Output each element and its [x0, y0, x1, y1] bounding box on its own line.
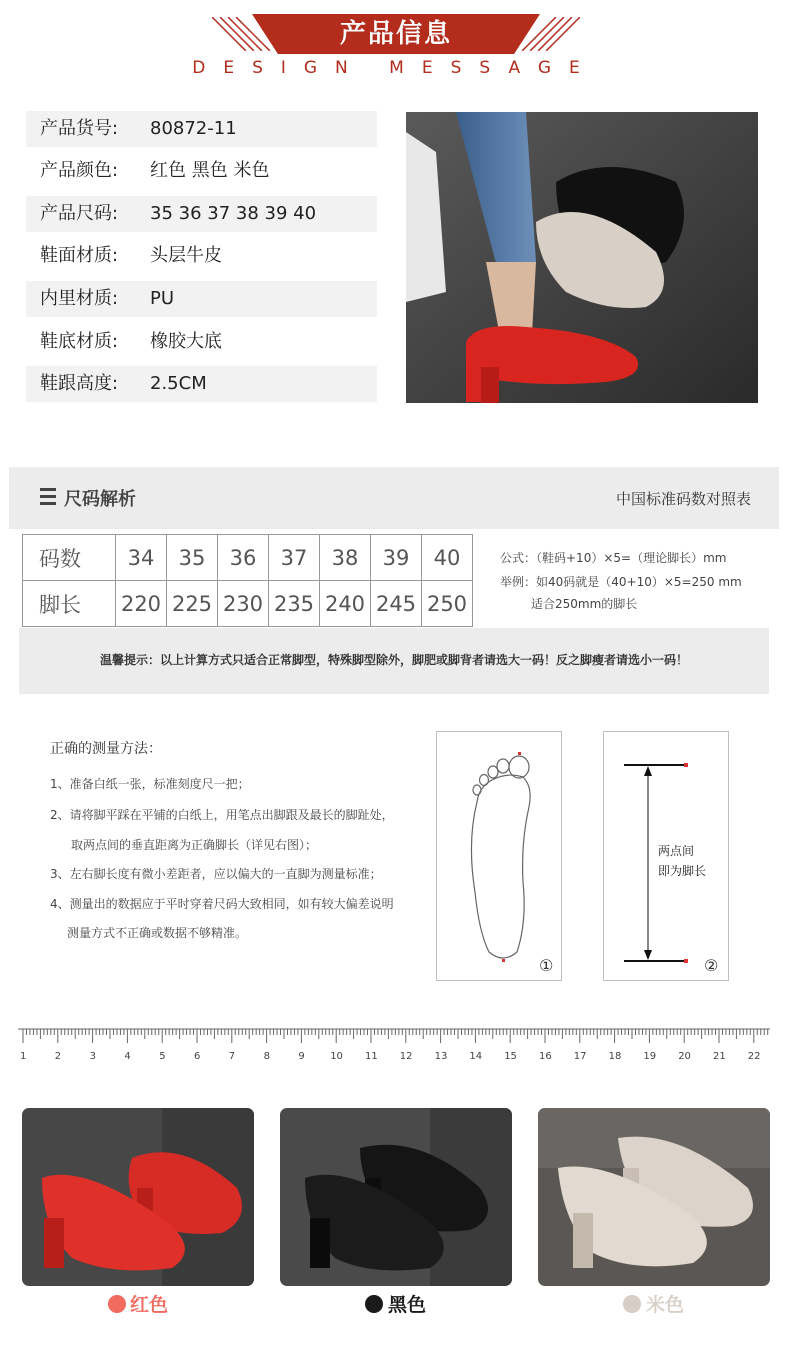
beige-color-label: 米色 — [646, 1294, 685, 1316]
size-cell: 37 — [269, 535, 320, 581]
ruler-number: 16 — [539, 1051, 552, 1062]
ruler-number: 9 — [298, 1051, 305, 1062]
menu-icon — [40, 488, 56, 509]
length-cell: 245 — [371, 581, 422, 627]
info-value: 红色 黑色 米色 — [150, 160, 270, 181]
figure-caption-line2: 即为脚长 — [658, 864, 707, 878]
info-value: PU — [150, 288, 175, 309]
info-value: 橡胶大底 — [150, 331, 222, 352]
size-row — [23, 535, 473, 581]
ruler-number: 14 — [469, 1051, 483, 1062]
measure-step: 3、左右脚长度有微小差距者，应以偏大的一直脚为测量标准； — [50, 867, 382, 881]
size-cell: 34 — [116, 535, 167, 581]
info-row-upper-material — [26, 238, 377, 274]
ruler-number: 17 — [573, 1051, 587, 1062]
measure-step: 取两点间的垂直距离为正确脚长（详见右图）； — [71, 838, 318, 852]
example-text: 举例：如40码就是（40+10）×5=250 mm — [500, 575, 742, 589]
beige-shoe-photo — [538, 1108, 770, 1286]
black-color-dot — [365, 1295, 383, 1313]
measure-step: 2、请将脚平踩在平铺的白纸上，用笔点出脚跟及最长的脚趾处， — [50, 808, 394, 822]
info-label: 鞋底材质: — [40, 331, 119, 352]
foot-outline-icon — [437, 732, 561, 980]
ruler-number: 10 — [330, 1051, 343, 1062]
ruler-number: 21 — [713, 1051, 726, 1062]
ruler-number: 6 — [194, 1051, 201, 1062]
size-row-label: 码数 — [23, 535, 116, 581]
ruler-number: 5 — [159, 1051, 166, 1062]
info-label: 内里材质: — [40, 288, 119, 309]
size-cell: 38 — [320, 535, 371, 581]
measure-method-title: 正确的测量方法： — [50, 741, 162, 757]
ruler-icon — [18, 1028, 772, 1050]
page-subtitle: DESIGN MESSAGE — [192, 58, 598, 78]
info-value: 头层牛皮 — [150, 245, 222, 266]
ruler-number: 13 — [434, 1051, 448, 1062]
length-row-label: 脚长 — [23, 581, 116, 627]
size-cell: 36 — [218, 535, 269, 581]
length-cell: 225 — [167, 581, 218, 627]
info-label: 产品尺码: — [40, 203, 119, 224]
example-note: 适合250mm的脚长 — [531, 597, 638, 611]
ruler-number: 7 — [228, 1051, 236, 1062]
ruler-number: 22 — [747, 1051, 761, 1062]
formula-text: 公式：（鞋码+10）×5=（理论脚长）mm — [500, 551, 727, 565]
size-cell: 40 — [422, 535, 473, 581]
size-table — [22, 534, 473, 627]
info-row-lining-material — [26, 281, 377, 317]
size-cell: 39 — [371, 535, 422, 581]
size-section-title: 尺码解析 — [64, 489, 136, 510]
foot-figure — [436, 731, 562, 981]
ruler-numbers — [0, 1051, 790, 1065]
ruler-number: 3 — [89, 1051, 96, 1062]
length-cell: 240 — [320, 581, 371, 627]
ruler-number: 8 — [263, 1051, 270, 1062]
size-cell: 35 — [167, 535, 218, 581]
ruler-number: 11 — [365, 1051, 378, 1062]
red-shoe-photo — [22, 1108, 254, 1286]
black-color-label: 黑色 — [388, 1294, 427, 1316]
figure-caption-line1: 两点间 — [658, 844, 695, 858]
info-value: 35 36 37 38 39 40 — [150, 203, 317, 224]
black-shoe-photo — [280, 1108, 512, 1286]
figure-number: ① — [539, 956, 554, 975]
info-row-item-no — [26, 111, 377, 147]
info-label: 产品颜色: — [40, 160, 119, 181]
ruler-number: 20 — [678, 1051, 691, 1062]
length-cell: 230 — [218, 581, 269, 627]
info-row-sole-material — [26, 324, 377, 360]
info-row-heel-height — [26, 366, 377, 402]
ruler-number: 2 — [54, 1051, 62, 1062]
measure-step: 1、准备白纸一张，标准刻度尺一把； — [50, 777, 250, 791]
beige-color-dot — [623, 1295, 641, 1313]
info-label: 产品货号: — [40, 118, 119, 139]
product-hero-photo — [406, 112, 758, 403]
size-tip: 温馨提示：以上计算方式只适合正常脚型，特殊脚型除外，脚肥或脚背者请选大一码！反之脚瘦者请选小一码！ — [99, 653, 688, 667]
length-cell: 235 — [269, 581, 320, 627]
ruler-number: 15 — [504, 1051, 517, 1062]
ruler-number: 1 — [20, 1051, 27, 1062]
length-row — [23, 581, 473, 627]
length-cell: 250 — [422, 581, 473, 627]
ruler-number: 4 — [124, 1051, 131, 1062]
ruler-number: 12 — [399, 1051, 413, 1062]
ruler-number: 18 — [608, 1051, 622, 1062]
info-row-size — [26, 196, 377, 232]
length-figure — [603, 731, 729, 981]
info-value: 2.5CM — [150, 373, 207, 394]
info-row-color — [26, 153, 377, 189]
measure-step: 4、测量出的数据应于平时穿着尺码大致相同，如有较大偏差说明 — [50, 897, 394, 911]
measure-step: 测量方式不正确或数据不够精准。 — [67, 926, 248, 940]
red-color-label: 红色 — [130, 1294, 169, 1316]
info-label: 鞋跟高度: — [40, 373, 119, 394]
info-value: 80872-11 — [150, 118, 237, 139]
figure-number: ② — [704, 956, 719, 975]
length-cell: 220 — [116, 581, 167, 627]
size-chart-subtitle: 中国标准码数对照表 — [616, 490, 752, 508]
page-title: 产品信息 — [339, 19, 452, 49]
ruler-number: 19 — [643, 1051, 657, 1062]
red-color-dot — [108, 1295, 126, 1313]
info-label: 鞋面材质: — [40, 245, 119, 266]
